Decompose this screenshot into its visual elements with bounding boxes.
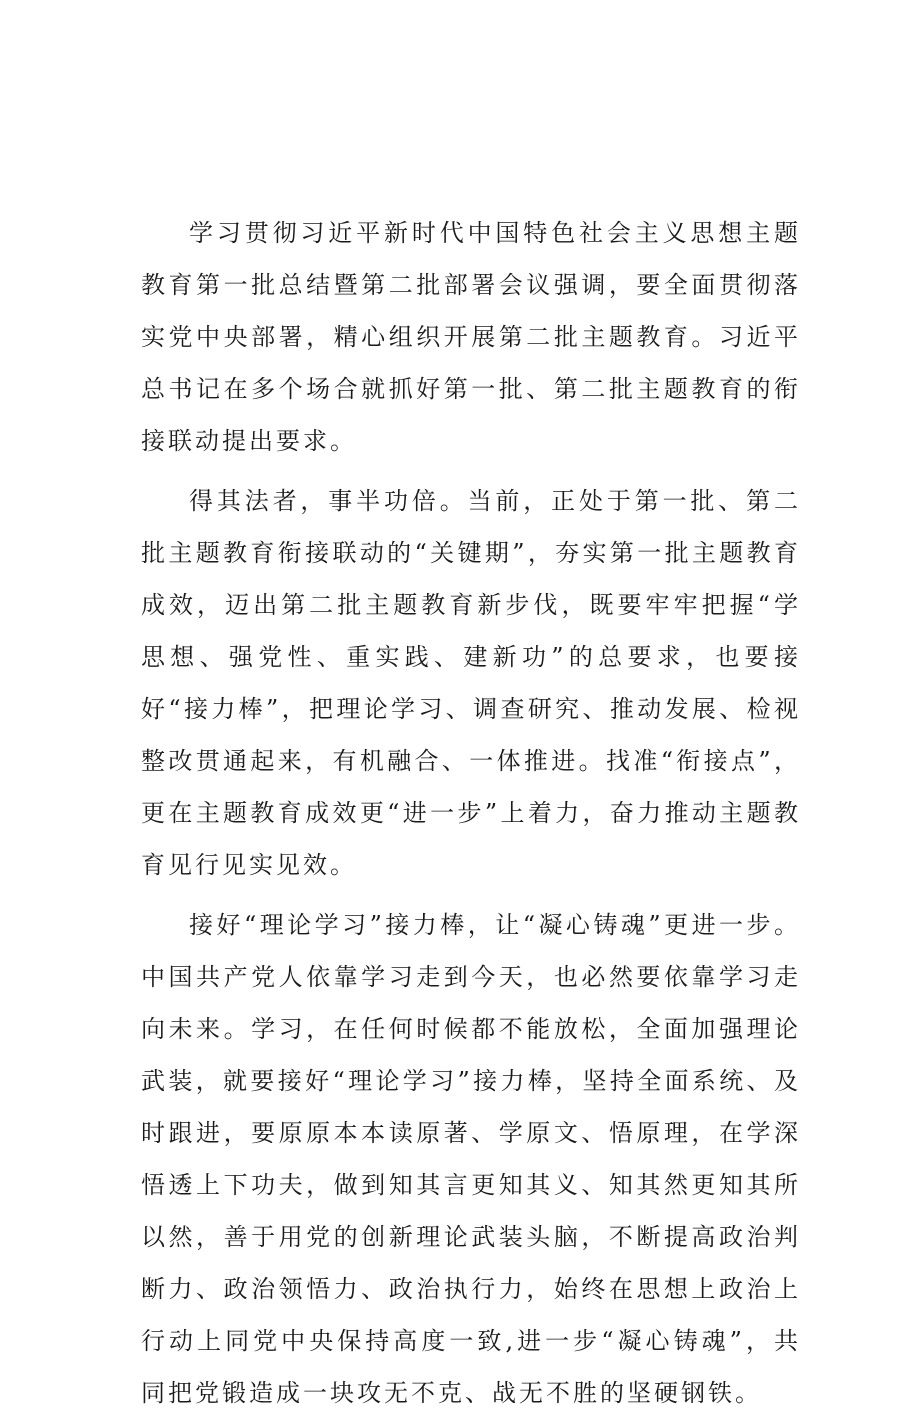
paragraph-1: 学习贯彻习近平新时代中国特色社会主义思想主题教育第一批总结暨第二批部署会议强调，要全面贯彻落实党中央部署，精心组织开展第二批主题教育。习近平总书记在多个场合就抓好第一批、第二批主题教育的衔接联动提出要求。	[141, 219, 801, 455]
paragraph-3: 接好“理论学习”接力棒，让“凝心铸魂”更进一步。中国共产党人依靠学习走到今天，也必然要依靠学习走向未来。学习，在任何时候都不能放松，全面加强理论武装，就要接好“理论学习”接力棒，坚持全面系统、及时跟进，要原原本本读原著、学原文、悟原理，在学深悟透上下功夫，做到知其言更知其义、知其然更知其所以然，善于用党的创新理论武装头脑，不断提高政治判断力、政治领悟力、政治执行力，始终在思想上政治上行动上同党中央保持高度一致,进一步“凝心铸魂”，共同把党锻造成一块攻无不克、战无不胜的坚硬钢铁。	[141, 911, 801, 1407]
paragraph-2: 得其法者，事半功倍。当前，正处于第一批、第二批主题教育衔接联动的“关键期”，夯实第一批主题教育成效，迈出第二批主题教育新步伐，既要牢牢把握“学思想、强党性、重实践、建新功”的总要求，也要接好“接力棒”，把理论学习、调查研究、推动发展、检视整改贯通起来，有机融合、一体推进。找准“衔接点”，更在主题教育成效更“进一步”上着力，奋力推动主题教育见行见实见效。	[141, 487, 801, 879]
document-body	[141, 207, 801, 1419]
